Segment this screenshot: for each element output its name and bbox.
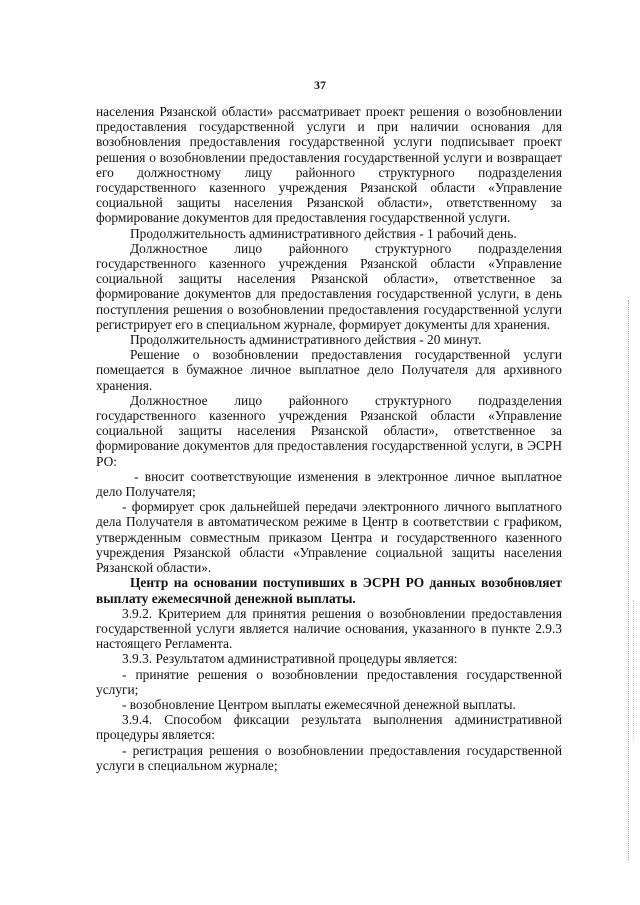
paragraph-duration-20-min: Продолжительность административного действия - 20 минут. (130, 332, 482, 348)
scan-edge-line (628, 300, 629, 860)
list-item-resume-payment: - возобновление Центром выплаты ежемесячной денежной выплаты. (122, 696, 516, 712)
paragraph-3-9-3: 3.9.3. Результатом административной процедуры является: (122, 651, 458, 667)
list-item-decision: - принятие решения о возобновлении предоставления государственной услуги; (96, 666, 562, 697)
paragraph-archive: Решение о возобновлении предоставления государственной услуги помещается в бумажное личное выплатное дело Получателя для архивного хранения. (96, 347, 562, 393)
document-body (96, 104, 562, 773)
paragraph-3-9-2: 3.9.2. Критерием для принятия решения о возобновлении предоставления государственной услуги является наличие основания, указанного в пункте 2.9.3 настоящего Регламента. (96, 605, 562, 652)
list-item-transfer-schedule: - формирует срок дальнейшей передачи электронного личного выплатного дела Получателя в автоматическом режиме в Центр в соответствии с графиком, утвержденным совместным приказом Центра и государственного казенного учреждения Рязанской области «Управление социальной защиты населения Рязанской области». (96, 499, 562, 576)
page-number: 37 (314, 78, 326, 92)
paragraph-duration-1-day: Продолжительность административного действия - 1 рабочий день. (130, 225, 517, 241)
paragraph-center-resumes: Центр на основании поступивших в ЭСРН РО данных возобновляет выплату ежемесячной денежной выплаты. (96, 575, 562, 606)
paragraph-3-9-4: 3.9.4. Способом фиксации результата выполнения административной процедуры является: (96, 712, 562, 743)
paragraph-official-esrn: Должностное лицо районного структурного подразделения государственного казенного учреждения Рязанской области «Управление социальной защиты населения Рязанской области», ответственное за формирование документов для предоставления государственной услуги, в ЭСРН РО: (96, 392, 562, 469)
list-item-enter-changes: - вносит соответствующие изменения в электронное личное выплатное дело Получателя; (96, 468, 562, 500)
scan-edge-line-secondary (633, 600, 634, 740)
paragraph-review-decision: населения Рязанской области» рассматривает проект решения о возобновлении предоставления государственной услуги и при наличии основания для возобновления предоставления государственной услуги подписывает проект решения о возобновлении предоставления государственной услуги и возвращает его должностному лицу районного структурного подразделения государственного казенного учреждения Рязанской области «Управление социальной защиты населения Рязанской области», ответственному за формирование документов для предоставления государственной услуги. (96, 104, 562, 226)
list-item-registration: - регистрация решения о возобновлении предоставления государственной услуги в специальном журнале; (96, 742, 562, 773)
paragraph-official-registers: Должностное лицо районного структурного подразделения государственного казенного учреждения Рязанской области «Управление социальной защиты населения Рязанской области», ответственное за формирование документов для предоставления государственной услуги, в день поступления решения о возобновлении предоставления государственной услуги регистрирует его в специальном журнале, формирует документы для хранения. (96, 240, 562, 332)
